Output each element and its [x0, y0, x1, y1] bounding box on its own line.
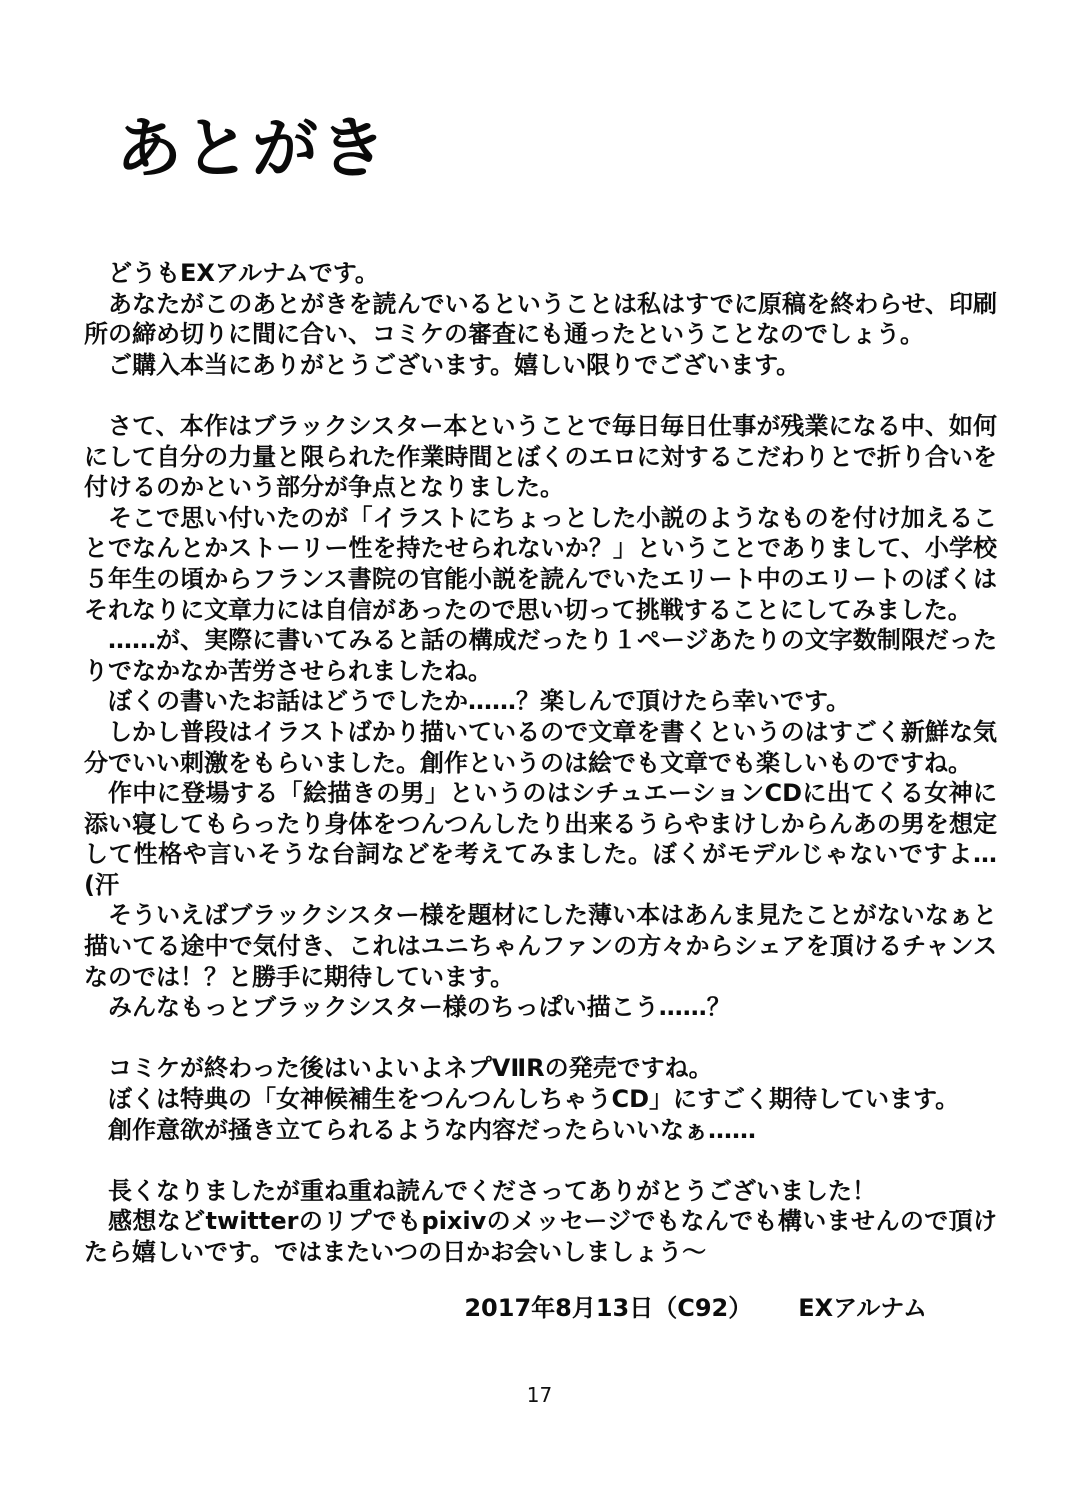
paragraph-spacer	[84, 1023, 997, 1054]
paragraph: 作中に登場する「絵描きの男」というのはシチュエーションCDに出てくる女神に添い寝してもらったり身体をつんつんしたり出来るうらやまけしからんあの男を想定して性格や言いそうな台詞などを考えてみました。ぼくがモデルじゃないですよ…(汗	[84, 779, 997, 899]
paragraph: そこで思い付いたのが「イラストにちょっとした小説のようなものを付け加えることでなんとかストーリー性を持たせられないか？」ということでありまして、小学校５年生の頃からフランス書院の官能小説を読んでいたエリート中のエリートのぼくはそれなりに文章力には自信があったので思い切って挑戦することにしてみました。	[84, 503, 997, 624]
paragraph: 長くなりましたが重ね重ね読んでくださってありがとうございました！	[108, 1176, 876, 1205]
publication-date: 2017年8月13日（C92）	[464, 1294, 753, 1322]
paragraph: どうもEXアルナムです。	[108, 259, 379, 287]
page-title: あとがき	[116, 109, 388, 187]
paragraph: さて、本作はブラックシスター本ということで毎日毎日仕事が残業になる中、如何にして自分の力量と限られた作業時間とぼくのエロに対するこだわりとで折り合いを付けるのかという部分が争点となりました。	[84, 411, 997, 502]
paragraph: 創作意欲が掻き立てられるような内容だったらいいなぁ……	[108, 1115, 756, 1144]
paragraph: あなたがこのあとがきを読んでいるということは私はすでに原稿を終わらせ、印刷所の締め切りに間に合い、コミケの審査にも通ったということなのでしょう。	[84, 289, 997, 349]
body-text	[84, 258, 997, 1268]
paragraph: 感想などtwitterのリプでもpixivのメッセージでもなんでも構いませんので頂けたら嬉しいです。ではまたいつの日かお会いしましょう～	[84, 1207, 997, 1266]
paragraph: コミケが終わった後はいよいよネプVⅡRの発売ですね。	[108, 1054, 713, 1083]
colophon	[464, 1288, 927, 1323]
paragraph: ご購入本当にありがとうございます。嬉しい限りでございます。	[108, 350, 801, 379]
paragraph: しかし普段はイラストばかり描いているので文章を書くというのはすごく新鮮な気分でいい刺激をもらいました。創作というのは絵でも文章でも楽しいものですね。	[84, 717, 997, 777]
paragraph-spacer	[84, 1145, 997, 1176]
paragraph: そういえばブラックシスター様を題材にした薄い本はあんま見たことがないなぁと描いてる途中で気付き、これはユニちゃんファンの方々からシェアを頂けるチャンスなのでは！？と勝手に期待しています。	[84, 901, 997, 991]
paragraph: ぼくは特典の「女神候補生をつんつんしちゃうCD」にすごく期待しています。	[108, 1085, 960, 1114]
page-number: 17	[526, 1383, 553, 1407]
paragraph: みんなもっとブラックシスター様のちっぱい描こう……？	[108, 993, 731, 1022]
paragraph: ……が、実際に書いてみると話の構成だったり１ページあたりの文字数制限だったりでなかなか苦労させられましたね。	[84, 626, 997, 685]
author-name: EXアルナム	[798, 1294, 927, 1322]
paragraph-spacer	[84, 380, 997, 411]
paragraph: ぼくの書いたお話はどうでしたか……？楽しんで頂けたら幸いです。	[108, 687, 851, 716]
